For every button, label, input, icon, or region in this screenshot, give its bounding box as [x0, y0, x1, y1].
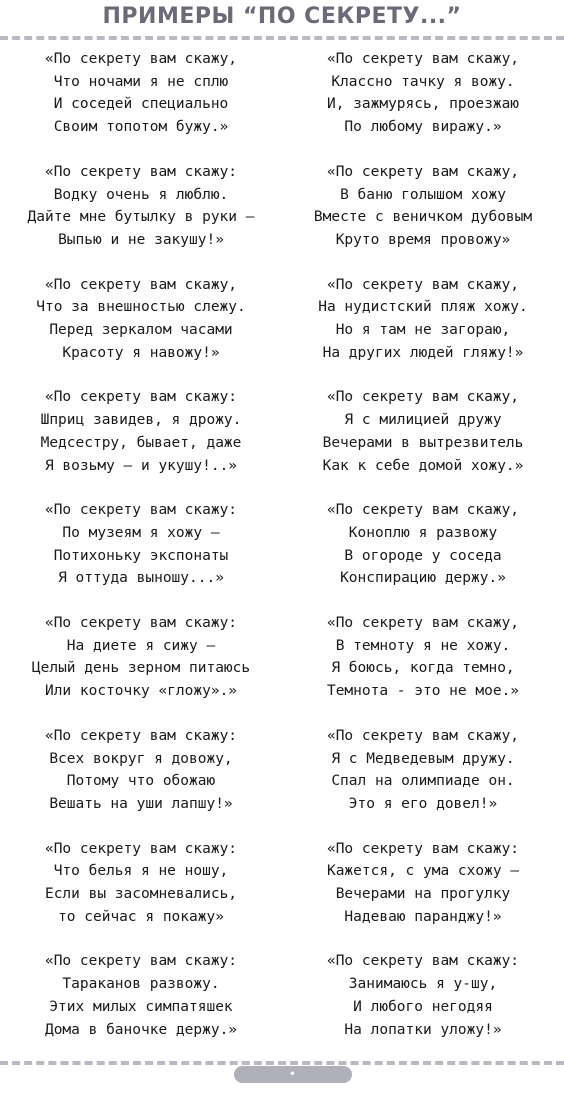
stanza-line: Вешать на уши лапшу!» [49, 795, 233, 812]
stanza-line: Целый день зерном питаюсь [31, 660, 251, 677]
site-badge: • MIRPOZITIVA.RU • [234, 1066, 352, 1083]
stanza-row [0, 48, 564, 148]
stanza-line: Кажется, с ума схожу — [326, 863, 520, 880]
top-divider [0, 36, 564, 40]
stanza-left [0, 725, 282, 816]
stanza-line: Красоту я навожу!» [62, 344, 220, 361]
stanza-right [282, 161, 564, 252]
stanza-line: Потому что обожаю [66, 773, 216, 790]
header [0, 0, 564, 40]
stanza-line: Перед зеркалом часами [49, 322, 233, 338]
stanza-line: Вечерами в вытрезвитель [322, 434, 524, 451]
stanza-row [0, 950, 564, 1050]
stanza-line: И любого негодяя [353, 998, 493, 1015]
stanza-line: «По секрету вам скажу, [44, 51, 238, 67]
stanza-line: «По секрету вам скажу, [326, 389, 520, 406]
stanza-line: Я возьму — и укушу!..» [44, 457, 238, 474]
stanza-row [0, 386, 564, 486]
stanza-right [282, 499, 564, 590]
stanza-line: Что ночами я не сплю [53, 73, 229, 90]
stanza-line: Тараканов развожу. [62, 976, 220, 993]
stanza-line: Я боюсь, когда темно, [331, 660, 515, 677]
stanza-row [0, 612, 564, 712]
stanza-left [0, 950, 282, 1041]
stanza-row [0, 161, 564, 261]
stanza-line: «По секрету вам скажу: [44, 953, 238, 970]
stanza-line: Как к себе домой хожу.» [322, 457, 524, 474]
stanza-line: Вечерами на прогулку [335, 886, 511, 902]
stanza-line: Коноплю я развожу [348, 524, 498, 541]
stanza-left [0, 386, 282, 477]
stanza-line: «По секрету вам скажу: [44, 389, 238, 406]
stanza-line: Шприц завидев, я дрожу. [40, 412, 242, 429]
stanza-row [0, 274, 564, 374]
stanza-line: Дома в баночке держу.» [44, 1021, 238, 1038]
stanza-line: то сейчас я покажу» [58, 908, 224, 925]
stanza-left [0, 612, 282, 703]
stanza-line: На лопатки уложу!» [344, 1021, 502, 1038]
stanza-left [0, 499, 282, 590]
stanza-line: В огороде у соседа [344, 547, 502, 564]
stanza-line: «По секрету вам скажу: [44, 502, 238, 519]
stanza-line: «По секрету вам скажу, [326, 502, 520, 519]
footer [0, 1062, 564, 1114]
stanza-line: И соседей специально [53, 96, 229, 113]
stanza-line: Своим топотом бужу.» [53, 119, 229, 136]
stanza-right [282, 48, 564, 139]
stanza-line: «По секрету вам скажу: [44, 840, 238, 857]
stanza-line: На диете я сижу — [66, 637, 216, 654]
stanza-line: Всех вокруг я довожу, [49, 750, 233, 767]
stanza-line: По музеям я хожу — [62, 524, 220, 541]
stanza-left [0, 274, 282, 365]
stanza-line: Или косточку «гложу».» [44, 683, 238, 700]
stanza-line: «По секрету вам скажу: [326, 840, 520, 857]
stanza-line: Конспирацию держу.» [340, 570, 506, 587]
stanza-line: Вместе с веничком дубовым [313, 209, 533, 226]
stanza-line: И, зажмурясь, проезжаю [326, 96, 520, 113]
stanza-row [0, 499, 564, 599]
stanza-left [0, 161, 282, 252]
stanza-row [0, 725, 564, 825]
stanza-line: «По секрету вам скажу: [326, 953, 520, 970]
stanza-line: Занимаюсь я у-шу, [348, 976, 498, 993]
stanza-line: Спал на олимпиаде он. [331, 773, 515, 790]
stanza-left [0, 48, 282, 139]
stanza-line: Это я его довел!» [348, 795, 498, 812]
stanza-line: Но я там не загораю, [335, 322, 511, 338]
page-title: ПРИМЕРЫ “ПО СЕКРЕТУ...” [102, 4, 462, 29]
stanza-line: Этих милых симпатяшек [49, 998, 233, 1015]
stanza-line: Классно тачку я вожу. [331, 73, 515, 90]
stanza-line: «По секрету вам скажу: [44, 727, 238, 744]
stanza-line: «По секрету вам скажу: [44, 615, 238, 631]
stanza-right [282, 274, 564, 365]
stanza-line: «По секрету вам скажу, [326, 727, 520, 744]
stanza-right [282, 725, 564, 816]
stanza-line: В темноту я не хожу. [335, 637, 511, 654]
stanza-line: По любому виражу.» [344, 119, 502, 136]
stanza-right [282, 386, 564, 477]
stanza-line: Я оттуда выношу...» [58, 570, 224, 587]
stanza-line: Темнота - это не мое.» [326, 683, 520, 700]
stanza-line: В баню голышом хожу [340, 186, 506, 203]
stanza-line: «По секрету вам скажу: [44, 163, 238, 180]
stanza-left [0, 838, 282, 929]
stanza-line: «По секрету вам скажу, [326, 276, 520, 293]
stanza-line: Выпью и не закушу!» [58, 231, 224, 248]
stanza-line: «По секрету вам скажу, [326, 615, 520, 631]
stanza-line: Что за внешностью слежу. [36, 299, 246, 316]
stanza-right [282, 950, 564, 1041]
stanza-line: Надеваю паранджу!» [344, 908, 502, 925]
stanza-line: Потихоньку экспонаты [53, 547, 229, 564]
stanza-line: Что белья я не ношу, [53, 863, 229, 880]
stanza-row [0, 838, 564, 938]
stanza-line: «По секрету вам скажу, [326, 51, 520, 67]
stanza-line: «По секрету вам скажу, [44, 276, 238, 293]
stanza-line: Дайте мне бутылку в руки — [27, 209, 255, 226]
stanza-line: Я с милицией дружу [344, 412, 502, 429]
stanza-line: Водку очень я люблю. [53, 186, 229, 203]
stanza-line: «По секрету вам скажу, [326, 163, 520, 180]
stanza-line: Я с Медведевым дружу. [331, 750, 515, 767]
stanza-line: Круто время провожу» [335, 231, 511, 248]
stanza-right [282, 838, 564, 929]
stanza-line: Медсестру, бывает, даже [40, 434, 242, 451]
stanza-line: На нудистский пляж хожу. [318, 299, 528, 316]
stanza-line: Если вы засомневались, [44, 886, 238, 902]
stanza-right [282, 612, 564, 703]
stanza-line: На других людей гляжу!» [322, 344, 524, 361]
